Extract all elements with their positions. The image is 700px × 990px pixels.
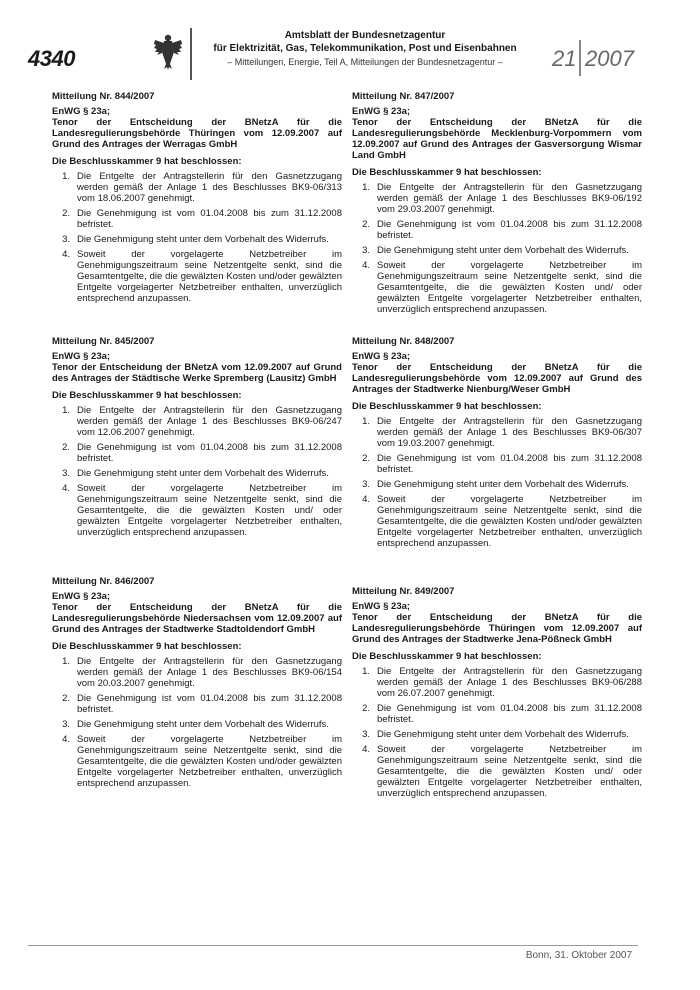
- notice-subject: Tenor der Entscheidung der BNetzA für die Landesregulierungsbehörde Thüringen vom 12.09.2007 auf Grund des Antrages der Werragas GmbH: [52, 117, 342, 150]
- notice-decision-intro: Die Beschlusskammer 9 hat beschlossen:: [352, 167, 542, 178]
- notice-subject: Tenor der Entscheidung der BNetzA für die Landesregulierungsbehörde vom 12.09.2007 auf Grund des Antrages der Stadtwerke Nienburg/Weser GmbH: [352, 362, 642, 395]
- decision-item: [352, 416, 642, 449]
- decision-item: [352, 479, 642, 490]
- item-number: 3.: [62, 468, 70, 479]
- notice-decision-intro: Die Beschlusskammer 9 hat beschlossen:: [52, 156, 242, 167]
- publication-subtitle: für Elektrizität, Gas, Telekommunikation, Post und Eisenbahnen: [213, 42, 517, 54]
- decision-list: [352, 416, 642, 549]
- decision-item: [352, 703, 642, 725]
- decision-item: [52, 734, 342, 789]
- item-text: Die Genehmigung ist vom 01.04.2008 bis zum 31.12.2008 befristet.: [77, 693, 342, 715]
- item-text: Soweit der vorgelagerte Netzbetreiber im Genehmigungszeitraum seine Netzentgelte senkt, sind die Gesamtentgelte, die die gewälzten Kosten und/ oder gewälzten Entgelte vorgelagerter Netzbetreiber enthalten, unverzüglich entsprechend anzupassen.: [377, 744, 642, 799]
- publication-header: [200, 30, 530, 69]
- notice: [52, 576, 342, 793]
- item-text: Die Genehmigung ist vom 01.04.2008 bis zum 31.12.2008 befristet.: [77, 208, 342, 230]
- item-number: 1.: [62, 656, 70, 667]
- issue-divider: [579, 40, 581, 76]
- notice-title: Mitteilung Nr. 844/2007: [52, 91, 155, 102]
- item-number: 4.: [62, 249, 70, 260]
- section-label: – Mitteilungen, Energie, Teil A, Mitteilungen der Bundesnetzagentur –: [227, 57, 503, 67]
- item-text: Die Entgelte der Antragstellerin für den Gasnetzzugang werden gemäß der Anlage 1 des Beschlusses BK9-06/288 vom 26.07.2007 genehmigt.: [377, 666, 642, 699]
- item-number: 4.: [362, 744, 370, 755]
- item-text: Die Genehmigung steht unter dem Vorbehalt des Widerrufs.: [77, 234, 329, 245]
- decision-item: [52, 405, 342, 438]
- notice-subject: Tenor der Entscheidung der BNetzA für die Landesregulierungsbehörde Mecklenburg-Vorpommern vom 12.09.2007 auf Grund des Antrages der Gasversorgung Wismar Land GmbH: [352, 117, 642, 161]
- notice: [52, 91, 342, 308]
- decision-list: [52, 171, 342, 304]
- decision-item: [352, 260, 642, 315]
- item-number: 2.: [62, 208, 70, 219]
- header-divider: [190, 28, 192, 80]
- decision-item: [352, 245, 642, 256]
- decision-list: [352, 182, 642, 315]
- item-number: 2.: [362, 703, 370, 714]
- item-number: 1.: [62, 171, 70, 182]
- notice-title: Mitteilung Nr. 846/2007: [52, 576, 155, 587]
- notice-title: Mitteilung Nr. 847/2007: [352, 91, 455, 102]
- item-text: Die Genehmigung ist vom 01.04.2008 bis zum 31.12.2008 befristet.: [377, 219, 642, 241]
- page-number: 4340: [28, 46, 75, 71]
- item-number: 2.: [362, 219, 370, 230]
- decision-item: [52, 719, 342, 730]
- item-number: 3.: [62, 719, 70, 730]
- item-text: Die Genehmigung steht unter dem Vorbehalt des Widerrufs.: [377, 729, 629, 740]
- item-text: Die Genehmigung steht unter dem Vorbehalt des Widerrufs.: [77, 468, 329, 479]
- notice-subject: Tenor der Entscheidung der BNetzA vom 12.09.2007 auf Grund des Antrages der Städtische Werke Spremberg (Lausitz) GmbH: [52, 362, 342, 384]
- footer-divider: [28, 945, 638, 946]
- notice-title: Mitteilung Nr. 849/2007: [352, 586, 455, 597]
- notice-decision-intro: Die Beschlusskammer 9 hat beschlossen:: [52, 641, 242, 652]
- notice-decision-intro: Die Beschlusskammer 9 hat beschlossen:: [52, 390, 242, 401]
- item-text: Die Genehmigung steht unter dem Vorbehalt des Widerrufs.: [377, 479, 629, 490]
- item-text: Soweit der vorgelagerte Netzbetreiber im Genehmigungszeitraum seine Netzentgelte senkt, sind die Gesamtentgelte, die die gewälzten Kosten und/oder gewälzten Entgelte vorgelagerter Netzbetreiber enthalten, unverzüglich entsprechend anzupassen.: [377, 494, 642, 549]
- notice-law: EnWG § 23a;: [52, 106, 111, 117]
- item-number: 1.: [62, 405, 70, 416]
- notice-subject: Tenor der Entscheidung der BNetzA für die Landesregulierungsbehörde Thüringen vom 12.09.2007 auf Grund des Antrages der Stadtwerke Jena-Pößneck GmbH: [352, 612, 642, 645]
- decision-list: [52, 656, 342, 789]
- item-text: Die Entgelte der Antragstellerin für den Gasnetzzugang werden gemäß der Anlage 1 des Beschlusses BK9-06/307 vom 19.03.2007 genehmigt.: [377, 416, 642, 449]
- notice-law: EnWG § 23a;: [52, 591, 111, 602]
- decision-item: [352, 494, 642, 549]
- item-text: Soweit der vorgelagerte Netzbetreiber im Genehmigungszeitraum seine Netzentgelte senkt, sind die Gesamtentgelte, die die gewälzten Kosten und/ oder gewälzten Entgelte vorgelagerter Netzbetreiber enthalten, unverzüglich entsprechend anzupassen.: [377, 260, 642, 315]
- item-number: 2.: [362, 453, 370, 464]
- decision-item: [52, 208, 342, 230]
- decision-item: [352, 219, 642, 241]
- notice-law: EnWG § 23a;: [52, 351, 111, 362]
- notice-title: Mitteilung Nr. 845/2007: [52, 336, 155, 347]
- notice: [352, 586, 642, 803]
- item-number: 4.: [362, 494, 370, 505]
- item-number: 3.: [362, 245, 370, 256]
- decision-item: [52, 656, 342, 689]
- decision-item: [52, 693, 342, 715]
- notice-decision-intro: Die Beschlusskammer 9 hat beschlossen:: [352, 651, 542, 662]
- item-text: Die Entgelte der Antragstellerin für den Gasnetzzugang werden gemäß der Anlage 1 des Beschlusses BK9-06/247 vom 12.06.2007 genehmigt.: [77, 405, 342, 438]
- item-number: 3.: [362, 729, 370, 740]
- decision-list: [52, 405, 342, 538]
- item-text: Die Genehmigung steht unter dem Vorbehalt des Widerrufs.: [377, 245, 629, 256]
- item-text: Die Genehmigung ist vom 01.04.2008 bis zum 31.12.2008 befristet.: [77, 442, 342, 464]
- notice-subject: Tenor der Entscheidung der BNetzA für die Landesregulierungsbehörde Niedersachsen vom 12.09.2007 auf Grund des Antrages der Stadtwerke Stadtoldendorf GmbH: [52, 602, 342, 635]
- decision-item: [52, 234, 342, 245]
- decision-item: [352, 666, 642, 699]
- notice-law: EnWG § 23a;: [352, 601, 411, 612]
- item-number: 4.: [62, 734, 70, 745]
- decision-item: [52, 249, 342, 304]
- notice: [52, 336, 342, 542]
- decision-item: [352, 729, 642, 740]
- item-text: Soweit der vorgelagerte Netzbetreiber im Genehmigungszeitraum seine Netzentgelte senkt, sind die Gesamtentgelte, die die gewälzten Kosten und/oder gewälzten Entgelte vorgelagerter Netzbetreiber enthalten, unverzüglich entsprechend anzupassen.: [77, 734, 342, 789]
- decision-item: [352, 744, 642, 799]
- notice: [352, 91, 642, 319]
- federal-eagle-icon: [152, 30, 184, 70]
- decision-item: [352, 182, 642, 215]
- item-text: Die Genehmigung ist vom 01.04.2008 bis zum 31.12.2008 befristet.: [377, 703, 642, 725]
- item-text: Soweit der vorgelagerte Netzbetreiber im Genehmigungszeitraum seine Netzentgelte senkt, sind die Gesamtentgelte, die die gewälzten Kosten und/ oder gewälzten Entgelte vorgelagerter Netzbetreiber enthalten, unverzüglich entsprechend anzupassen.: [77, 483, 342, 538]
- item-number: 1.: [362, 182, 370, 193]
- publication-title: Amtsblatt der Bundesnetzagentur: [284, 30, 446, 41]
- item-number: 1.: [362, 666, 370, 677]
- notice: [352, 336, 642, 553]
- decision-item: [52, 171, 342, 204]
- item-text: Die Entgelte der Antragstellerin für den Gasnetzzugang werden gemäß der Anlage 1 des Beschlusses BK9-06/154 vom 20.03.2007 genehmigt.: [77, 656, 342, 689]
- footer-date: Bonn, 31. Oktober 2007: [525, 950, 632, 961]
- issue-number: 21: [552, 46, 577, 71]
- item-text: Die Entgelte der Antragstellerin für den Gasnetzzugang werden gemäß der Anlage 1 des Beschlusses BK9-06/192 vom 29.03.2007 genehmigt.: [377, 182, 642, 215]
- item-text: Soweit der vorgelagerte Netzbetreiber im Genehmigungszeitraum seine Netzentgelte senkt, sind die Gesamtentgelte, die die gewälzten Kosten und/oder gewälzten Entgelte vorgelagerter Netzbetreiber enthalten, unverzüglich entsprechend anzupassen.: [77, 249, 342, 304]
- decision-item: [352, 453, 642, 475]
- item-number: 3.: [62, 234, 70, 245]
- decision-item: [52, 442, 342, 464]
- item-number: 3.: [362, 479, 370, 490]
- item-text: Die Genehmigung ist vom 01.04.2008 bis zum 31.12.2008 befristet.: [377, 453, 642, 475]
- item-number: 4.: [62, 483, 70, 494]
- item-text: Die Entgelte der Antragstellerin für den Gasnetzzugang werden gemäß der Anlage 1 des Beschlusses BK9-06/313 vom 18.06.2007 genehmigt.: [77, 171, 342, 204]
- notice-decision-intro: Die Beschlusskammer 9 hat beschlossen:: [352, 401, 542, 412]
- notice-law: EnWG § 23a;: [352, 351, 411, 362]
- decision-item: [52, 483, 342, 538]
- item-text: Die Genehmigung steht unter dem Vorbehalt des Widerrufs.: [77, 719, 329, 730]
- notice-law: EnWG § 23a;: [352, 106, 411, 117]
- item-number: 4.: [362, 260, 370, 271]
- notice-title: Mitteilung Nr. 848/2007: [352, 336, 455, 347]
- issue-year: 2007: [585, 46, 634, 71]
- item-number: 2.: [62, 442, 70, 453]
- decision-list: [352, 666, 642, 799]
- item-number: 2.: [62, 693, 70, 704]
- decision-item: [52, 468, 342, 479]
- item-number: 1.: [362, 416, 370, 427]
